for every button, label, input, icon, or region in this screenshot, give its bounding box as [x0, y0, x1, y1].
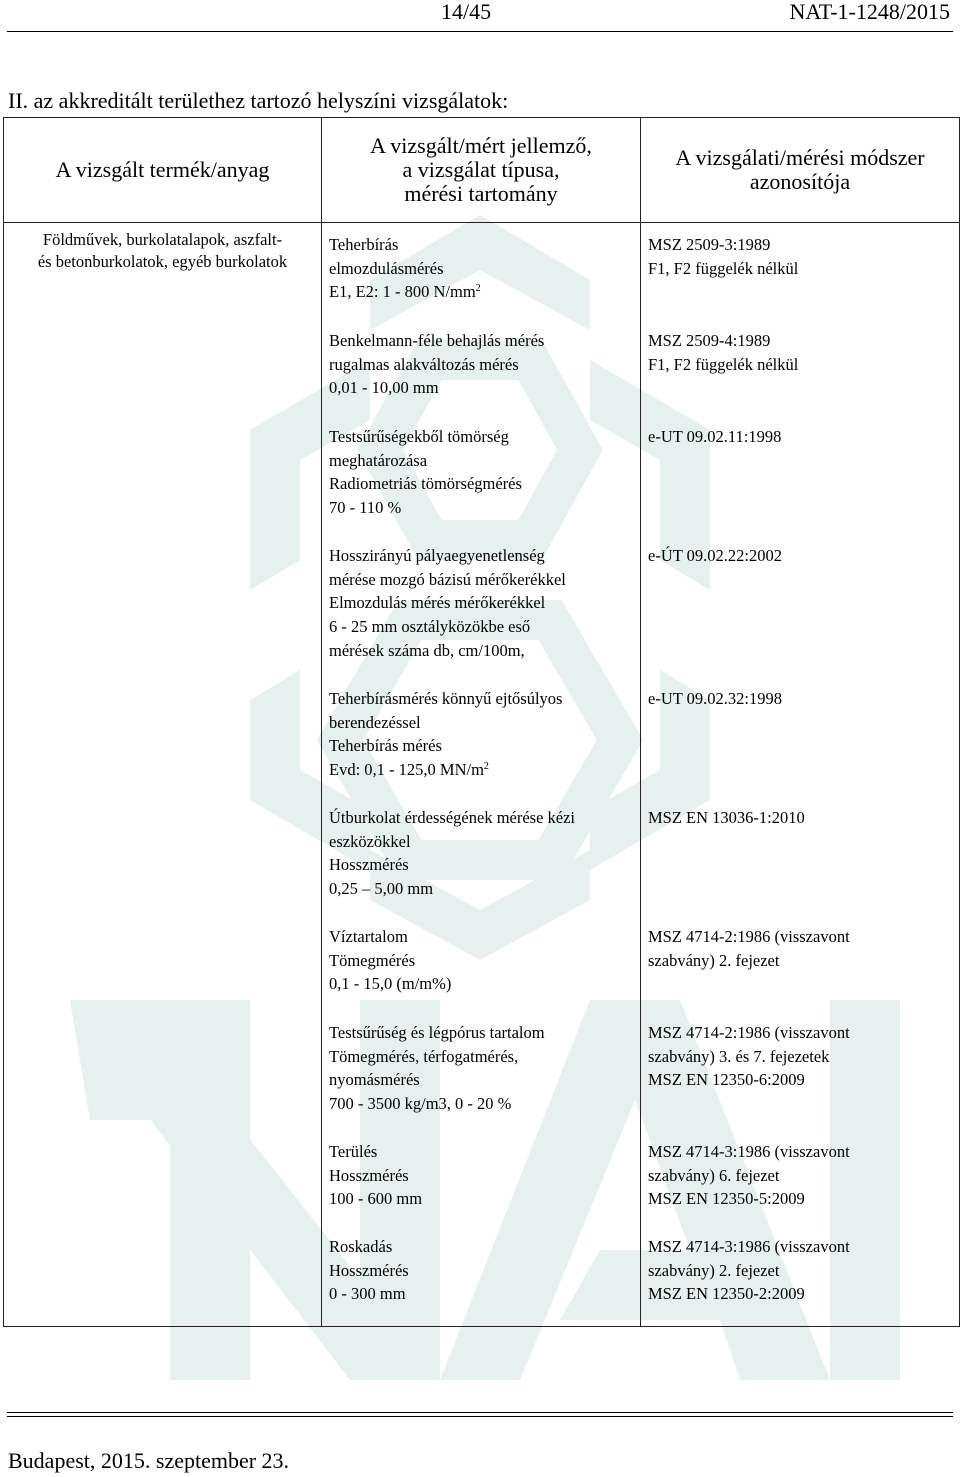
property-block: Testsűrűségekből tömörség meghatározása Radiometriás tömörségmérés 70 - 110 % [329, 427, 522, 518]
table-body-row [4, 223, 960, 1327]
accreditation-table [3, 117, 960, 1327]
property-block: Teherbírás elmozdulásmérés E1, E2: 1 - 800 $N/mm^2$ [329, 235, 481, 302]
property-block: Víztartalom Tömegmérés 0,1 - 15,0 (m/m%) [329, 927, 452, 994]
product-cell: Földművek, burkolatalapok, aszfalt- és betonburkolatok, egyéb burkolatok [4, 223, 322, 1327]
method-block: MSZ 4714-2:1986 (visszavont szabvány) 2. fejezet [648, 927, 850, 970]
page-number: 14/45 [441, 0, 492, 24]
property-block: Útburkolat érdességének mérése kézi eszközökkel Hosszmérés 0,25 – 5,00 mm [329, 808, 576, 899]
method-cell [641, 223, 960, 1327]
method-block: e-UT 09.02.32:1998 [648, 689, 782, 708]
property-block: Testsűrűség és légpórus tartalom Tömegmérés, térfogatmérés, nyomásmérés 700 - 3500 kg/m3, 0 - 20 % [329, 1023, 545, 1114]
table-header-row [4, 118, 960, 223]
property-block: Roskadás Hosszmérés 0 - 300 mm [329, 1237, 409, 1304]
method-block: MSZ 2509-4:1989 F1, F2 függelék nélkül [648, 331, 799, 374]
method-block: MSZ 4714-3:1986 (visszavont szabvány) 6. fejezet MSZ EN 12350-5:2009 [648, 1142, 850, 1209]
property-block: Terülés Hosszmérés 100 - 600 mm [329, 1142, 423, 1209]
property-block: Teherbírásmérés könnyű ejtősúlyos berendezéssel Teherbírás mérés Evd: 0,1 - 125,0 $MN/m^2$ [329, 689, 563, 780]
method-block: e-UT 09.02.11:1998 [648, 427, 782, 446]
property-block: Hosszirányú pályaegyenetlenség mérése mozgó bázisú mérőkerékkel Elmozdulás mérés mérőkerékkel 6 - 25 mm osztályközökbe eső mérések száma db, cm/100m, [329, 546, 566, 660]
method-block: e-ÚT 09.02.22:2002 [648, 546, 782, 565]
col-header-property: A vizsgált/mért jellemző, a vizsgálat típusa, mérési tartomány [322, 118, 641, 223]
col-header-method: A vizsgálati/mérési módszer azonosítója [641, 118, 960, 223]
method-block: MSZ EN 13036-1:2010 [648, 808, 805, 827]
method-block: MSZ 4714-3:1986 (visszavont szabvány) 2. fejezet MSZ EN 12350-2:2009 [648, 1237, 850, 1304]
section-title: II. az akkreditált területhez tartozó helyszíni vizsgálatok: [8, 88, 509, 113]
method-block: MSZ 4714-2:1986 (visszavont szabvány) 3. és 7. fejezetek MSZ EN 12350-6:2009 [648, 1023, 850, 1090]
footer-place-date: Budapest, 2015. szeptember 23. [8, 1448, 290, 1473]
col-header-product: A vizsgált termék/anyag [4, 118, 322, 223]
property-block: Benkelmann-féle behajlás mérés rugalmas alakváltozás mérés 0,01 - 10,00 mm [329, 331, 545, 398]
method-block: MSZ 2509-3:1989 F1, F2 függelék nélkül [648, 235, 799, 278]
property-cell [322, 223, 641, 1327]
header-divider [7, 31, 953, 32]
footer-divider [7, 1416, 953, 1417]
footer-divider [7, 1412, 953, 1413]
document-id: NAT-1-1248/2015 [789, 0, 950, 24]
